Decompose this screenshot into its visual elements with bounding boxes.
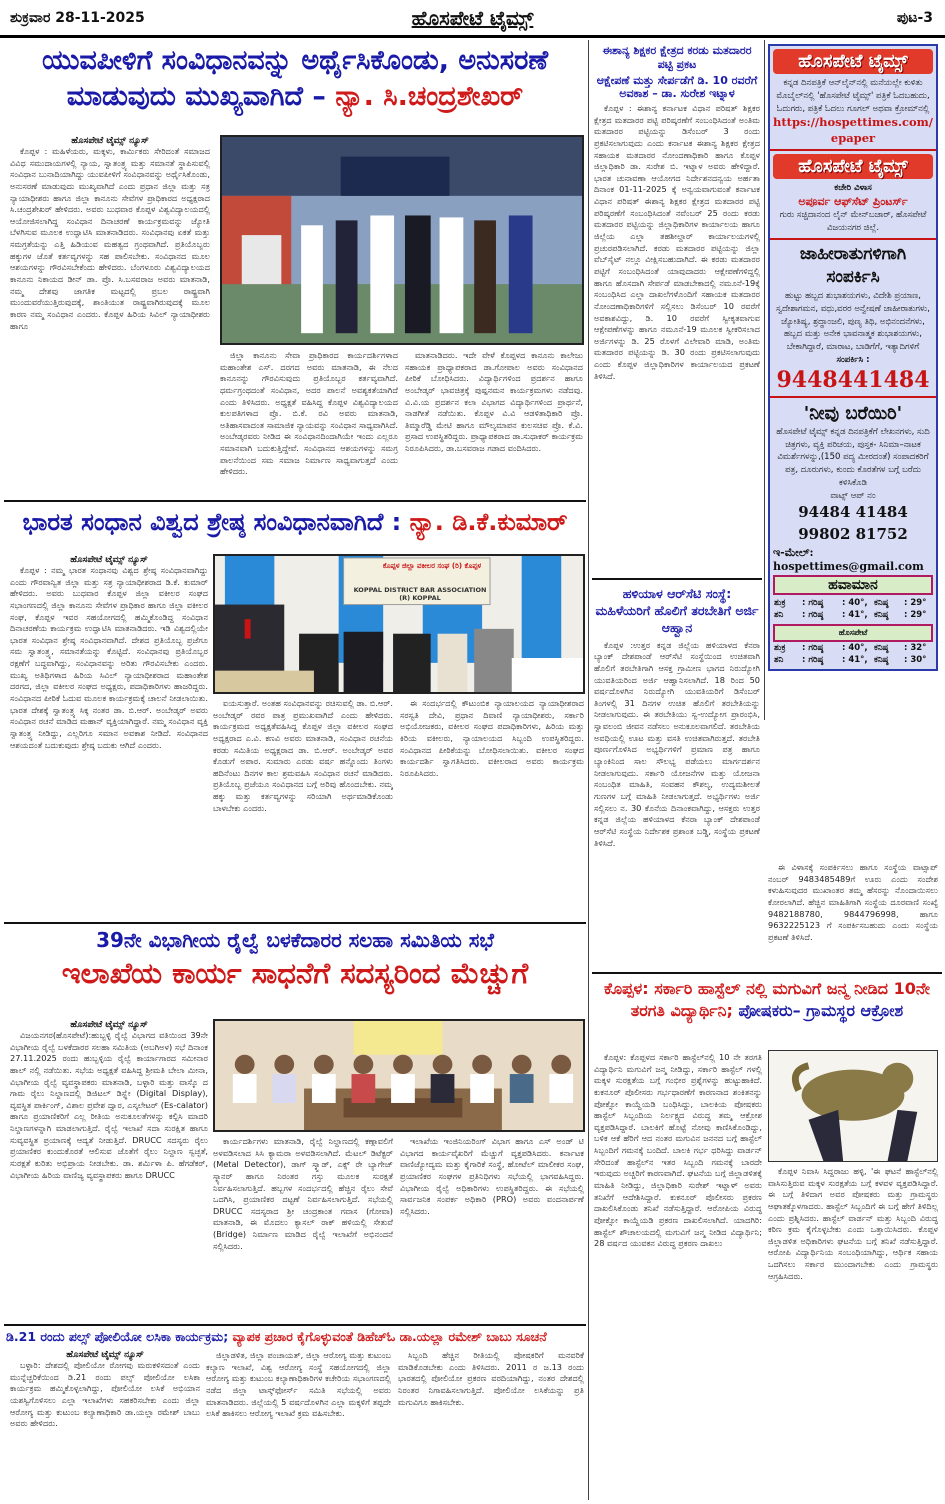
article-body [10, 1030, 208, 1325]
newspaper-title-text: ಹೊಸಪೇಟೆ ಟೈಮ್ಸ್ [411, 6, 534, 30]
whatsapp-number[interactable]: 94484 41484 [798, 503, 908, 522]
article2-col1-wrap [10, 555, 208, 920]
photo-railway-meeting [213, 1019, 585, 1132]
paragraph: ಈ ವಿಳಾಸಕ್ಕೆ ಸಂಪರ್ಕಿಸಲು ಹಾಗೂ ಸಂಸ್ಥೆಯ ವಾಟ್ಸಾಪ್ ನಂಬರ್ 9483485489ಗೆ ಊರು ಎಂದು ಸಂದೇಶ ಕಳುಹಿಸುವುದರ ಮುಖಾಂತರ ತಮ್ಮ ಹೆಸರನ್ನು ನೊಂದಾಯಿಸಲು ಕೋರಲಾಗಿದೆ. ಹೆಚ್ಚಿನ ಮಾಹಿತಿಗಾಗಿ ಸಂಸ್ಥೆಯ ದೂರವಾಣಿ ಸಂಖ್ಯೆ 9482188780, 9844796998, ಹಾಗೂ 9632225123 ಗೆ ಸಂಪರ್ಕಿಸಬಹುದು ಎಂದು ಸಂಸ್ಥೆಯ ಪ್ರಕಟಣೆ ತಿಳಿಸಿದೆ. [768, 862, 938, 942]
weather-row [770, 654, 936, 666]
byline: ಹೊಸಪೇಟೆ ಟೈಮ್ಸ್ ನ್ಯೂಸ್ [70, 1020, 148, 1030]
article-body [768, 1166, 938, 1500]
weather-heading: ಹವಾಮಾನ [773, 575, 933, 595]
paragraph: ಸಿಬ್ಬಂದಿ ಹೆಚ್ಚಿನ ರೀತಿಯಲ್ಲಿ ಪೋಷಕರಿಗೆ ಮನವರಿಕೆ ಮಾಡಿಕೊಡಬೇಕು ಎಂದು ತಿಳಿಸಿದರು. 2011 ರ ಜ.13 ರಂದು ಭಾರತದಲ್ಲಿ ಪೋಲಿಯೋ ಪ್ರಕರಣ ವರದಿಯಾಗಿದ್ದು, ನಂತರ ದೇಶದಲ್ಲಿ ನಿರಂತರ ನಿಗಾವಹಿಸಲಾಗುತ್ತಿದೆ. ಪೋಲಿಯೋ ಲಸಿಕೆಯನ್ನು ಪ್ರತಿ ಮಗುವಿಗೂ ಹಾಕಿಸಬೇಕು. [398, 1350, 584, 1407]
article-body [213, 698, 393, 910]
section-divider [4, 922, 586, 924]
section-divider [592, 972, 942, 974]
weather-max: : 41°, [842, 654, 868, 665]
weather-min-label: ಕನಿಷ್ಠ [874, 609, 889, 620]
article-body [10, 1360, 200, 1498]
paragraph: ಕೊಪ್ಪಳ : ನಮ್ಮ ಭಾರತ ಸಂಧಾನವು ವಿಶ್ವದ ಶ್ರೇಷ್ಠ ಸಂವಿಧಾನವಾಗಿದ್ದು ಎಂದು ಗೌರವಾನ್ವಿತ ಜಿಲ್ಲಾ ಮತ್ತು ಸತ್ರ ನ್ಯಾಯಾಧೀಶರಾದ ಡಿ.ಕೆ. ಕುಮಾರ್ ಹೇಳಿದರು. ಅವರು ಬುಧವಾರ ಕೊಪ್ಪಳ ಜಿಲ್ಲಾ ವಕೀಲರ ಸಂಘದ ಸಭಾಂಗಣದಲ್ಲಿ ಜಿಲ್ಲಾ ಕಾನೂನು ಸೇವೆಗಳ ಪ್ರಾಧಿಕಾರ ಹಾಗೂ ಜಿಲ್ಲಾ ವಕೀಲರ ಸಂಘ, ಕೊಪ್ಪಳ ಇವರ ಸಹಯೋಗದಲ್ಲಿ ಹಮ್ಮಿಕೊಂಡಿದ್ದ ಸಂವಿಧಾನ ದಿನಾಚರಣೆಯ ಕಾರ್ಯಕ್ರಮ ಉದ್ಘಾಟಿಸಿ ಮಾತನಾಡಿದರು. ಇಡಿ ವಿಶ್ವದಲ್ಲಿಯೇ ಭಾರತ ಸಂವಿಧಾನ ಶ್ರೇಷ್ಠ ಸಂವಿಧಾನವಾಗಿದೆ. ದೇಶದ ಪ್ರತಿಯೊಬ್ಬ ಪ್ರಜೆಗೂ ಸಮ ಸ್ವಾತಂತ್ರ್ಯ, ಸಮಾನತೆಯನ್ನು ಕೊಟ್ಟಿದೆ. ಸಂವಿಧಾನವು ಪ್ರತಿಯೊಬ್ಬರ ರಕ್ಷಣೆಗೆ ಬದ್ಧವಾಗಿದ್ದು, ಸಂವಿಧಾನವನ್ನು ಅರಿತು ಗೌರವಿಸಬೇಕು ಎಂದರು. ಮುಖ್ಯ ಅತಿಥಿಗಳಾದ ಹಿರಿಯ ಸಿವಿಲ್ ನ್ಯಾಯಾಧೀಶರಾದ ಮಹಾಂತೇಶ ದರಗದ, ಜಿಲ್ಲಾ ವಕೀಲರ ಸಂಘದ ಅಧ್ಯಕ್ಷರು, ಪದಾಧಿಕಾರಿಗಳು ಹಾಜರಿದ್ದರು. ಸಂವಿಧಾನದ ಪೀಠಿಕೆ ಓದುವ ಮೂಲಕ ಕಾರ್ಯಕ್ರಮಕ್ಕೆ ಚಾಲನೆ ನೀಡಲಾಯಿತು. ಭಾರತ ದೇಶಕ್ಕೆ ಸ್ವಾತಂತ್ರ್ಯ ಸಿಕ್ಕ ನಂತರ ಡಾ. ಬಿ.ಆರ್. ಅಂಬೇಡ್ಕರ್ ಅವರು ಸಂವಿಧಾನ ರಚನೆ ಮಾಡಿದ ಮಹಾನ್ ವ್ಯಕ್ತಿಯಾಗಿದ್ದಾರೆ. ನಮ್ಮ ಸಂವಿಧಾನ ವ್ಯಕ್ತಿ ಸ್ವಾತಂತ್ರ್ಯ ನೀಡಿದ್ದು, ಎಲ್ಲರಿಗೂ ಸಮಾನ ಅವಕಾಶ ನೀಡಿದೆ. ಸಂವಿಧಾನದ ಆಶಯದಂತೆ ಬದುಕುವುದು ಶ್ರೇಷ್ಠ ಬದುಕು ಆಗಿದೆ ಎಂದರು. [10, 565, 208, 750]
paragraph: ಜಿಲ್ಲಾ ಕಾನೂನು ಸೇವಾ ಪ್ರಾಧಿಕಾರದ ಕಾರ್ಯದರ್ಶಿಗಳಾದ ಮಹಾಂತೇಶ ಎಸ್. ದರಗದ ಅವರು ಮಾತನಾಡಿ, ಈ ನೆಲದ ಕಾನೂನನ್ನು ಗೌರವಿಸುವುದು ಪ್ರತಿಯೊಬ್ಬರ ಕರ್ತವ್ಯವಾಗಿದೆ. ಧರ್ಮಗ್ರಂಥದಂತೆ ಸಂವಿಧಾನ, ಅದರ ಪಾಲನೆ ಅವಶ್ಯಕತೆಯಾಗಿದೆ ಎಂದು ತಿಳಿಸಿದರು. ಅಧ್ಯಕ್ಷತೆ ವಹಿಸಿದ್ದ ಕೊಪ್ಪಳ ವಿಶ್ವವಿದ್ಯಾಲಯದ ಕುಲಪತಿಗಳಾದ ಪ್ರೊ. ಬಿ.ಕೆ. ರವಿ ಅವರು ಮಾತನಾಡಿ, ಅತಿಹಾಸವಾದಂತ ಸಾಮಾಜಿಕ ನ್ಯಾಯವನ್ನು ಸಂವಿಧಾನ ಸಾಧ್ಯವಾಗಿಸಿದೆ. ಅಂಬೇಡ್ಕರವರು ನೀಡಿದ ಈ ಸಂವಿಧಾನದಿಂದಾಗಿಯೇ ಇಂದು ಎಲ್ಲರೂ ಸಮಾನವಾಗಿ ಬದುಕುತ್ತಿದ್ದೇವೆ. ಸಂವಿಧಾನದ ಆಶಯಗಳನ್ನು ಸಮಗ್ರ ಪಾಲನೆಯಿಂದ ಸಮ ಸಮಾಜ ನಿರ್ಮಾಣ ಸಾಧ್ಯವಾಗುತ್ತದೆ ಎಂದು ಹೇಳಿದರು. [220, 350, 398, 477]
ads-heading: ಜಾಹೀರಾತುಗಳಿಗಾಗಿ [799, 243, 907, 264]
paragraph: ಜಿಲ್ಲಾಡಳಿತ, ಜಿಲ್ಲಾ ಪಂಚಾಯತ್, ಜಿಲ್ಲಾ ಆರೋಗ್ಯ ಮತ್ತು ಕುಟುಂಬ ಕಲ್ಯಾಣ ಇಲಾಖೆ, ವಿಶ್ವ ಆರೋಗ್ಯ ಸಂಸ್ಥೆ ಸಹಯೋಗದಲ್ಲಿ ಜಿಲ್ಲಾ ಆರೋಗ್ಯ ಮತ್ತು ಕುಟುಂಬ ಕಲ್ಯಾಣಾಧಿಕಾರಿಗಳ ಕಚೇರಿಯ ಸಭಾಂಗಣದಲ್ಲಿ ನಡೆದ ಜಿಲ್ಲಾ ಟಾಸ್ಕ್‌ಫೋರ್ಸ್ ಸಮಿತಿ ಸಭೆಯಲ್ಲಿ ಅವರು ಮಾತನಾಡಿದರು. ಜಿಲ್ಲೆಯಲ್ಲಿ 5 ವರ್ಷದೊಳಗಿನ ಎಲ್ಲಾ ಮಕ್ಕಳಿಗೆ ತಪ್ಪದೇ ಲಸಿಕೆ ಹಾಕಿಸಲು ಆರೋಗ್ಯ ಇಲಾಖೆ ಕ್ರಮ ವಹಿಸಬೇಕು. [206, 1350, 391, 1419]
article-voter-list [594, 44, 760, 573]
weather-max: : 41°, [842, 609, 868, 620]
write-text: ಹೊಸಪೇಟೆ ಟೈಮ್ಸ್ ಕನ್ನಡ ದಿನಪತ್ರಿಕೆಗೆ ಲೇಖನಗಳು, ಸುದಿ ಚಿತ್ರಗಳು, ವ್ಯಕ್ತಿ ಪರಿಚಯ, ಪುಸ್ತಕ- ಸಿನಿಮಾ–ನಾಟಕ ವಿಮರ್ಶೆಗಳನ್ನು,(150 ಪದ್ಯ ಮೀರದಂತೆ) ಸಂಪಾದಕರಿಗೆ ಪತ್ರ, ದೂರುಗಳು, ಕುಂದು ಕೊರತೆಗಳ ಬಗ್ಗೆ ಬರೆದು ಕಳಿಸಿಕೊಡಿ [776, 426, 930, 488]
paragraph: ವಿಜಯನಗರ(ಹೊಸಪೇಟೆ):ಹುಬ್ಬಳ್ಳಿ ರೈಲ್ವೆ ವಿಭಾಗದ ವತಿಯಿಂದ 39ನೇ ವಿಭಾಗೀಯ ರೈಲ್ವೆ ಬಳಕೆದಾರರ ಸಲಹಾ ಸಮಿತಿಯ (ಅಬಗಿಅಳ) ಸಭೆ ದಿನಾಂಕ 27.11.2025 ರಂದು ಹುಬ್ಬಳ್ಳಿಯ ರೈಲ್ವೆ ಕಾರ್ಯಾಗಾರದ ಸಮೀನಾರ ಹಾಲ್ ನಲ್ಲಿ ನಡೆಯಿತು. ಸಭೆಯ ಅಧ್ಯಕ್ಷತೆ ವಹಿಸಿದ್ದ ಶ್ರೀಮತಿ ಬೇಲಾ ಮೀನಾ, ವಿಭಾಗೀಯ ರೈಲ್ವೆ ವ್ಯವಸ್ಥಾಪಕರು ಮಾತನಾಡಿ, ಬಳ್ಳಾರಿ ಮತ್ತು ವಾಸ್ಕೊ ದ ಗಾಮ ರೈಲು ನಿಲ್ದಾಣದಲ್ಲಿ ಡಿಜಿಟಲ್ ಡಿಸ್ಪ್ಲೇ (Digital Display), ವ್ಯವಸ್ಥಿತ ಪಾರ್ಕಿಂಗ್, ವಿಶಾಲ ಪ್ರವೇಶ ದ್ವಾರ, ಎಸ್ಕಲೇಟರ್ (Es-calator) ಹಾಗೂ ಪ್ರಯಾಣಿಕರಿಗೆ ಎಲ್ಲ ರೀತಿಯ ಅನುಕೂಲತೆಗಳನ್ನು ಕಲ್ಪಿಸಿ ಮಾದರಿ ನಿಲ್ದಾಣಗಳನ್ನಾಗಿ ಮಾಡಲಾಗುತ್ತಿದೆ. ರೈಲ್ವೆ ಇಲಾಖೆ ಸದಾ ಸುರಕ್ಷಿತ ಹಾಗೂ ಸುವ್ಯವಸ್ಥಿತ ಪ್ರಯಾಣಕ್ಕೆ ಆದ್ಯತೆ ನೀಡುತ್ತಿದೆ. DRUCC ಸದಸ್ಯರು ರೈಲು ಪ್ರಯಾಣಿಕರ ಕುಂದುಕೊರತೆ ಆಲಿಸುವ ಜೊತೆಗೆ ರೈಲು ನಿಲ್ದಾಣ ಸ್ವಚ್ಛತೆ, ಸುರಕ್ಷತೆ ಕುರಿತು ಅಭಿಪ್ರಾಯ ನೀಡಬೇಕು. ಡಾ. ಶರ್ಮಿಳಾ ಪಿ. ಹೆಗಡೆಕರ್, ವಿಭಾಗೀಯ ಹಿರಿಯ ವಾಣಿಜ್ಯ ವ್ಯವಸ್ಥಾಪಕರು ಹಾಗೂ DRUCC [10, 1030, 208, 1180]
article4-col1-wrap [10, 1350, 200, 1498]
article-body [400, 698, 584, 910]
illustration-newborn [768, 1050, 938, 1162]
epaper-url-line1[interactable]: https://hospettimes.com/ [772, 115, 933, 130]
article1-col1-wrap [10, 136, 210, 501]
column-divider [764, 40, 765, 720]
article-body [10, 146, 210, 501]
weather-min: : 30° [904, 654, 927, 665]
weather-day: ಶನಿ [774, 609, 784, 620]
headline-part-red: ವ್ಯಾಪಕ ಪ್ರಚಾರ ಕೈಗೊಳ್ಳುವಂತೆ ಡಿಹೆಚ್‌ಓ ಡಾ.ಯಲ್ಲಾ ರಮೇಶ್ ಬಾಬು ಸೂಚನೆ [232, 1329, 547, 1344]
byline: ಹೊಸಪೇಟೆ ಟೈಮ್ಸ್ ನ್ಯೂಸ್ [70, 555, 148, 565]
article-headline [6, 507, 584, 537]
paragraph: ಕೊಪ್ಪಳ: ಕೊಪ್ಪಳದ ಸರ್ಕಾರಿ ಹಾಸ್ಟೆಲ್‌ನಲ್ಲಿ 10 ನೇ ತರಗತಿ ವಿದ್ಯಾರ್ಥಿನಿ ಮಗುವಿಗೆ ಜನ್ಮ ನೀಡಿದ್ದು, ಸರ್ಕಾರಿ ಹಾಸ್ಟೆಲ್ ಗಳಲ್ಲಿ ಮಕ್ಕಳ ಸುರಕ್ಷತೆಯ ಬಗ್ಗೆ ಗಂಭೀರ ಪ್ರಶ್ನೆಗಳನ್ನು ಹುಟ್ಟುಹಾಕಿದೆ. ಕುಕನೂರ್ ಪೊಲೀಸರು ಗರ್ಭಧಾರಣೆಗೆ ಕಾರಣನಾದ ಶಂಕಿತನನ್ನು ಪೋಕ್ಸೋ ಕಾಯ್ದೆಯಡಿ ಬಂಧಿಸಿದ್ದು, ಬಾಲಕಿಯ ಪೋಷಕರು ಹಾಸ್ಟೆಲ್ ಸಿಬ್ಬಂದಿಯ ನಿರ್ಲಕ್ಷ್ಯದ ವಿರುದ್ಧ ತಮ್ಮ ಆಕ್ರೋಶ ವ್ಯಕ್ತಪಡಿಸಿದ್ದಾರೆ. ಬಾಲಕಿಗೆ ಹೊಟ್ಟೆ ನೋವು ಕಾಣಿಸಿಕೊಂಡಿದ್ದು, ಬಳಿಕ ಆಕೆ ಹೆರಿಗೆ ಆದ ನಂತರ ಮಗುವಿನ ಜನನದ ಬಗ್ಗೆ ಹಾಸ್ಟೆಲ್ ಸಿಬ್ಬಂದಿಗೆ ಗಮನಕ್ಕೆ ಬಂದಿದೆ. ಬಾಲಕಿ ಗರ್ಭ ಧರಿಸಿದ್ದು ವಾರ್ಡನ್ ಸೇರಿದಂತೆ ಹಾಸ್ಟೆಲ್‌ನ ಇತರ ಸಿಬ್ಬಂದಿ ಗಮನಕ್ಕೆ ಬಾರದೇ ಇರುವುದು ಅಚ್ಚರಿಗೆ ಕಾರಣವಾಗಿದೆ. ಘಟನೆಯ ಬಗ್ಗೆ ಜಿಲ್ಲಾಡಳಿತಕ್ಕೆ ಮಾಹಿತಿ ನೀಡಿದ್ದು, ಜಿಲ್ಲಾಧಿಕಾರಿ ಸುರೇಶ್ ಇಟ್ನಾಳ್ ಅವರು ತನಿಖೆಗೆ ಆದೇಶಿಸಿದ್ದಾರೆ. ಕುಕನೂರ್ ಪೊಲೀಸರು ಪ್ರಕರಣ ದಾಖಲಿಸಿಕೊಂಡು ತನಿಖೆ ನಡೆಸುತ್ತಿದ್ದಾರೆ. ಆರೋಪಿಯ ವಿರುದ್ಧ ಪೋಕ್ಸೋ ಕಾಯ್ದೆಯಡಿ ಪ್ರಕರಣ ದಾಖಲಿಸಲಾಗಿದೆ. ಯಾದಗಿರಿ: ಹಾಸ್ಟೆಲ್ ಶೌಚಾಲಯದಲ್ಲಿ ಮಗುವಿಗೆ ಜನ್ಮ ನೀಡಿದ ವಿದ್ಯಾರ್ಥಿನಿ; 28 ವರ್ಷದ ಯುವಕನ ವಿರುದ್ಧ ಪ್ರಕರಣ ದಾಖಲು [594, 1052, 762, 1249]
weather-day: ಶುಕ್ರ [774, 597, 786, 608]
paragraph: ಇಲಾಖೆಯ ಇಂಜಿನಿಯರಿಂಗ್ ವಿಭಾಗ ಹಾಗೂ ಎಸ್ ಅಂಡ್ ಟಿ ವಿಭಾಗದ ಕಾರ್ಯವೈಖರಿಗೆ ಮೆಚ್ಚುಗೆ ವ್ಯಕ್ತಪಡಿಸಿದರು. ಕರ್ನಾಟಕ ವಾಣಿಜ್ಯೋದ್ಯಮ ಮತ್ತು ಕೈಗಾರಿಕೆ ಸಂಸ್ಥೆ, ಹೋಟೆಲ್ ಮಾಲೀಕರ ಸಂಘ, ಪ್ರಯಾಣಿಕರ ಸಂಘಗಳ ಪ್ರತಿನಿಧಿಗಳು ಸಭೆಯಲ್ಲಿ ಭಾಗವಹಿಸಿದ್ದರು. ವಿಭಾಗೀಯ ರೈಲ್ವೆ ಅಧಿಕಾರಿಗಳು ಉಪಸ್ಥಿತರಿದ್ದರು. ಈ ಸಭೆಯಲ್ಲಿ ಸಾರ್ವಜನಿಕ ಸಂಪರ್ಕ ಅಧಿಕಾರಿ (PRO) ಅವರು ವಂದನಾರ್ಪಣೆ ಸಲ್ಲಿಸಿದರು. [400, 1136, 584, 1216]
office-label: ಕಚೇರಿ ವಿಳಾಸ [834, 183, 872, 194]
article-body [10, 565, 208, 920]
separator [770, 238, 936, 240]
weather-table [770, 597, 936, 621]
epaper-url-line2[interactable]: epaper [830, 130, 876, 145]
article-body [213, 1136, 393, 1318]
separator [770, 149, 936, 151]
weather-min-label: ಕನಿಷ್ಠ [874, 654, 889, 665]
ads-heading-contact: ಸಂಪರ್ಕಿಸಿ [826, 267, 880, 288]
epaper-link[interactable] [770, 115, 936, 146]
headline-name: ನ್ಯಾ. ಸಿ.ಚಂದ್ರಶೇಖರ್ [335, 80, 524, 112]
article-headline: ಈಶಾನ್ಯ ಶಿಕ್ಷಕರ ಕ್ಷೇತ್ರದ ಕರಡು ಮತದಾರರ ಪಟ್ಟಿ ಪ್ರಕಟ [602, 44, 752, 71]
photo-lamp-lighting [220, 135, 584, 345]
photo-banner-english: KOPPAL DISTRICT BAR ASSOCIATION (R) KOPPAL [353, 586, 487, 602]
brand-logo: ಹೊಸಪೇಟೆ ಟೈಮ್ಸ್ [773, 49, 933, 74]
article-body [594, 1052, 762, 1500]
article-body [400, 1136, 584, 1318]
weather-day: ಶನಿ [774, 654, 784, 665]
paragraph: ಕೊಪ್ಪಳ ನಿವಾಸಿ ಸಿದ್ದರಾಜು ಹಳ್ಳಿ, 'ಈ ಘಟನೆ ಹಾಸ್ಟೆಲ್‌ನಲ್ಲಿ ವಾಸಿಸುತ್ತಿರುವ ಮಕ್ಕಳ ಸುರಕ್ಷತೆಯ ಬಗ್ಗೆ ಕಳವಳ ವ್ಯಕ್ತಪಡಿಸಿದ್ದಾರೆ. ಈ ಬಗ್ಗೆ ತಿಳಿದಾಗ ಅವರ ಪೋಷಕರು ಮತ್ತು ಗ್ರಾಮಸ್ಥರು ಆಘಾತಕ್ಕೊಳಗಾದರು. ಹಾಸ್ಟೆಲ್ ಸಿಬ್ಬಂದಿಗೆ ಈ ಬಗ್ಗೆ ಹೇಗೆ ತಿಳಿದಿಲ್ಲ ಎಂದು ಪ್ರಶ್ನಿಸಿದರು. ಹಾಸ್ಟೆಲ್ ವಾರ್ಡನ್ ಮತ್ತು ಸಿಬ್ಬಂದಿ ವಿರುದ್ಧ ಕಠಿಣ ಕ್ರಮ ಕೈಗೊಳ್ಳಬೇಕು ಎಂದು ಒತ್ತಾಯಿಸಿದರು. ಕೊಪ್ಪಳ ಜಿಲ್ಲಾಡಳಿತ ಅಧಿಕಾರಿಗಳು ಘಟನೆಯ ಬಗ್ಗೆ ತನಿಖೆ ನಡೆಸುತ್ತಿದ್ದಾರೆ. ಆರೋಪಿ ವಿದ್ಯಾರ್ಥಿನಿಯ ಸಂಬಂಧಿಯಾಗಿದ್ದು, ಆರ್ಥಿಕ ಸಹಾಯ ಒದಗಿಸಲು ಸರ್ಕಾರ ಮುಂದಾಗಬೇಕು ಎಂದು ಗ್ರಾಮಸ್ಥರು ಆಗ್ರಹಿಸಿದರು. [768, 1166, 938, 1281]
whatsapp-number[interactable]: 99802 81752 [798, 525, 908, 544]
article-body [398, 1350, 584, 1500]
weather-row [770, 642, 936, 654]
weather-city: ಹೊಸಪೇಟೆ [773, 624, 933, 642]
article-headline: ಇಲಾಖೆಯ ಕಾರ್ಯ ಸಾಧನೆಗೆ ಸದಸ್ಯರಿಂದ ಮೆಚ್ಚುಗೆ [61, 956, 529, 990]
headline-part: ಮಾಡುವುದು ಮುಖ್ಯವಾಗಿದೆ – [66, 80, 336, 112]
article-subheadline: ಆಕ್ಷೇಪಣೆ ಮತ್ತು ಸೇರ್ಪಡೆಗೆ ಡಿ. 10 ರವರೆಗೆ ಅವಕಾಶ – ಡಾ. ಸುರೇಶ ಇಟ್ನಾಳ [596, 73, 758, 101]
weather-day: ಶುಕ್ರ [774, 642, 786, 653]
photo-bar-association [213, 554, 585, 694]
weather-max: : 40°, [842, 597, 868, 608]
headline-part: ಭಾರತ ಸಂಧಾನ ವಿಶ್ವದ ಶ್ರೇಷ್ಠ ಸಂವಿಧಾನವಾಗಿದೆ : [22, 508, 410, 536]
headline-part: ಕೊಪ್ಪಳ: ಸರ್ಕಾರಿ ಹಾಸ್ಟೆಲ್ ನಲ್ಲಿ ಮಗುವಿಗೆ ಜನ್ಮ ನೀಡಿದ 10ನೇ ತರಗತಿ ವಿದ್ಯಾರ್ಥಿನಿ; [604, 979, 930, 1020]
promo-sidebar [768, 44, 938, 671]
write-heading: 'ನೀವು ಬರೆಯಿರಿ' [803, 402, 903, 424]
masthead [0, 0, 945, 38]
paragraph: ಕೊಪ್ಪಳ : ಮಹಿಳೆಯರು, ಮಕ್ಕಳು, ಕಾರ್ಮಿಕರು ಸೇರಿದಂತೆ ಸಮಾಜದ ವಿವಿಧ ಸಮುದಾಯಗಳಲ್ಲಿ ನ್ಯಾಯ, ಸ್ವಾತಂತ್ರ್ಯ ಮತ್ತು ಸಮಾನತೆ ಸ್ಥಾಪಿಸುವಲ್ಲಿ ಸಂವಿಧಾನ ಬುನಾದಿಯಾಗಿದ್ದು ಯುವಪೀಳಿಗೆ ಸಂವಿಧಾನವನ್ನು ಅರ್ಥೈಸಿಕೊಂಡು, ಅನುಸರಣೆ ಮಾಡುವುದು ಮುಖ್ಯವಾಗಿದೆ ಎಂದು ಪ್ರಧಾನ ಜಿಲ್ಲಾ ಮತ್ತು ಸತ್ರ ನ್ಯಾಯಾಧೀಶರು ಹಾಗೂ ಜಿಲ್ಲಾ ಕಾನೂನು ಸೇವೆಗಳ ಪ್ರಾಧಿಕಾರದ ಅಧ್ಯಕ್ಷರಾದ ಸಿ.ಚಂದ್ರಶೇಖರ್ ಹೇಳಿದರು. ಅವರು ಬುಧವಾರ ಕೊಪ್ಪಳ ವಿಶ್ವವಿದ್ಯಾಲಯದಲ್ಲಿ ಆಯೋಜಿಸಲಾಗಿದ್ದ ಸಂವಿಧಾನ ದಿನಾಚರಣೆ ಕಾರ್ಯಕ್ರಮವನ್ನು ಜ್ಯೋತಿ ಬೆಳಗಿಸುವ ಮೂಲಕ ಉದ್ಘಾಟಿಸಿ ಮಾತನಾಡಿದರು. ಸಂವಿಧಾನವು ಏಕತೆ ಮತ್ತು ಸಮಗ್ರತೆಯನ್ನು ಎತ್ತಿ ಹಿಡಿಯುವ ಮಹತ್ವದ ಗ್ರಂಥವಾಗಿದೆ. ಪ್ರತಿಯೊಬ್ಬರು ಹಕ್ಕುಗಳ ಜೊತೆ ಕರ್ತವ್ಯಗಳನ್ನು ಸಹ ಪಾಲಿಸಬೇಕು. ಸಂವಿಧಾನದ ಮೂಲ ಆಶಯಗಳನ್ನು ಗೌರವಿಸಬೇಕೆಂದು ಹೇಳಿದರು. ಬೆಂಗಳೂರು ವಿಶ್ವವಿದ್ಯಾಲಯದ ಕಾನೂನು ನಿಕಾಯದ ಡೀನ್ ಡಾ. ಪ್ರೊ. ಸಿ.ಬಸವರಾಜ ಅವರು ಮಾತನಾಡಿ, ನಮ್ಮ ದೇಶವು ಜಾಗತಿಕ ಮಟ್ಟದಲ್ಲಿ ಪ್ರಬಲ ರಾಷ್ಟ್ರವಾಗಿ ಮುಂದುವರೆಯುತ್ತಿರುವುದಕ್ಕೆ, ಶಾಂತಿಯುತ ರಾಷ್ಟ್ರವಾಗಿರುವುದಕ್ಕೆ ಮೂಲ ಕಾರಣ ನಮ್ಮ ಸಂವಿಧಾನ ಎಂದರು. ಕೊಪ್ಪಳ ಹಿರಿಯ ಸಿವಿಲ್ ನ್ಯಾಯಾಧೀಶರು ಹಾಗೂ [10, 146, 210, 331]
newspaper-title [0, 6, 945, 30]
paragraph: ಕೊಪ್ಪಳ : ಈಶಾನ್ಯ ಕರ್ನಾಟಕ ವಿಧಾನ ಪರಿಷತ್ ಶಿಕ್ಷಕರ ಕ್ಷೇತ್ರದ ಮತದಾರರ ಪಟ್ಟಿ ಪರಿಷ್ಕರಣೆಗೆ ಸಂಬಂಧಿಸಿದಂತೆ ಅಂತಿಮ ಮತದಾರರ ಪಟ್ಟಿಯನ್ನು ಡಿಸೆಂಬರ್ 3 ರಂದು ಪ್ರಕಟಿಸಲಾಗುವುದು ಎಂದು ಕರ್ನಾಟಕ ಈಶಾನ್ಯ ಶಿಕ್ಷಕರ ಕ್ಷೇತ್ರದ ಸಹಾಯಕ ಮತದಾರರ ನೋಂದಣಾಧಿಕಾರಿ ಹಾಗೂ ಕೊಪ್ಪಳ ಜಿಲ್ಲಾಧಿಕಾರಿ ಡಾ. ಸುರೇಶ ಬಿ. ಇಟ್ನಾಳ ಅವರು ಹೇಳಿದ್ದಾರೆ. ಭಾರತ ಚುನಾವಣಾ ಆಯೋಗದ ನಿರ್ದೇಶನದನ್ವಯ ಅರ್ಹತಾ ದಿನಾಂಕ 01-11-2025 ಕ್ಕೆ ಅನ್ವಯವಾಗುವಂತೆ ಕರ್ನಾಟಕ ವಿಧಾನ ಪರಿಷತ್ ಈಶಾನ್ಯ ಶಿಕ್ಷಕರ ಕ್ಷೇತ್ರದ ಮತದಾರರ ಪಟ್ಟಿ ಪರಿಷ್ಕರಣೆಗೆ ಸಂಬಂಧಿಸಿದಂತೆ ನವೆಂಬರ್ 25 ರಂದು ಕರಡು ಮತದಾರರ ಪಟ್ಟಿಯನ್ನು ಜಿಲ್ಲಾಧಿಕಾರಿಗಳ ಕಾರ್ಯಾಲಯ ಹಾಗೂ ಜಿಲ್ಲೆಯ ಎಲ್ಲಾ ತಹಶೀಲ್ದಾರ್ ಕಾರ್ಯಾಲಯಗಳಲ್ಲಿ ಪ್ರಚುರಪಡಿಸಲಾಗಿದೆ. ಕರಡು ಮತದಾರರ ಪಟ್ಟಿಯನ್ನು ಜಿಲ್ಲಾ ವೆಬ್‌ಸೈಟ್ ನಲ್ಲೂ ವೀಕ್ಷಿಸಬಹುದಾಗಿದೆ. ಈ ಕರಡು ಮತದಾರರ ಪಟ್ಟಿಗೆ ಸಂಬಂಧಿಸಿದಂತೆ ಯಾವುದಾದರು ಆಕ್ಷೇಪಣೆಗಳಿದ್ದಲ್ಲಿ ಹಾಗೂ ಹೊಸದಾಗಿ ಸೇರ್ಪಡೆ ಮಾಡಬೇಕಾದಲ್ಲಿ ನಮೂನೆ-19ಕ್ಕೆ ಸಂಬಂಧಿಸಿದ ಎಲ್ಲಾ ದಾಖಲೆಗಳೊಂದಿಗೆ ಸಹಾಯಕ ಮತದಾರರ ನೋಂದಣಾಧಿಕಾರಿಗಳಿಗೆ ಸಲ್ಲಿಸಲು ಡಿಸೆಂಬರ್ 10 ರವರೆಗೆ ಅವಕಾಶವಿದ್ದು, ಡಿ. 10 ರವರೆಗೆ ಸ್ವೀಕೃತವಾಗುವ ಆಕ್ಷೇಪಣೆಗಳನ್ನು ಹಾಗೂ ನಮೂನೆ-19 ಮೂಲಕ ಸ್ವೀಕರಿಸಲಾದ ಅರ್ಜಿಗಳನ್ನು ಡಿ. 25 ರೊಳಗೆ ವಿಲೇವಾರಿ ಮಾಡಿ, ಅಂತಿಮ ಮತದಾರರ ಪಟ್ಟಿಯನ್ನು ಡಿ. 30 ರಂದು ಪ್ರಕಟಿಸಲಾಗುವುದು ಎಂದು ಕೊಪ್ಪಳ ಜಿಲ್ಲಾಧಿಕಾರಿಗಳ ಕಾರ್ಯಾಲಯದ ಪ್ರಕಟಣೆ ತಿಳಿಸಿದೆ. [594, 103, 760, 381]
weather-table-city [770, 642, 936, 669]
section-divider [592, 578, 762, 580]
section-divider [4, 1324, 586, 1326]
page-number: ಪುಟ-3 [896, 10, 933, 26]
weather-min: : 29° [904, 597, 927, 608]
weather-row [770, 597, 936, 609]
weather-min-label: ಕನಿಷ್ಠ [874, 642, 889, 653]
weather-max: : 40°, [842, 642, 868, 653]
headline-name: ನ್ಯಾ. ಡಿ.ಕೆ.ಕುಮಾರ್ [409, 508, 568, 536]
article-headline: ಹಳಿಯಾಳ ಆರ್‌ಸೆಟಿ ಸಂಸ್ಥೆ: ಮಹಿಳೆಯರಿಗೆ ಹೊಲಿಗೆ ತರಬೇತಿಗೆ ಅರ್ಜಿ ಆಹ್ವಾನ [595, 586, 759, 635]
paragraph: ಬಳ್ಳಾರಿ: ದೇಶದಲ್ಲಿ ಪೋಲಿಯೋ ರೋಗವು ಮರುಕಳಿಸದಂತೆ ಎಂದು ಮುನ್ನೆಚ್ಚರಿಕೆಯಿಂದ ಡಿ.21 ರಂದು ಪಲ್ಸ್ ಪೋಲಿಯೋ ಲಸಿಕಾ ಕಾರ್ಯಕ್ರಮ ಹಮ್ಮಿಕೊಳ್ಳಲಾಗಿದ್ದು, ಪೋಲಿಯೋ ಲಸಿಕೆ ಅಭಿಯಾನ ಯಶಸ್ವಿಗೊಳಿಸಲು ಎಲ್ಲಾ ಇಲಾಖೆಗಳು ಸಹಕರಿಸಬೇಕು ಎಂದು ಜಿಲ್ಲಾ ಆರೋಗ್ಯ ಮತ್ತು ಕುಟುಂಬ ಕಲ್ಯಾಣಾಧಿಕಾರಿ ಡಾ.ಯಲ್ಲಾ ರಮೇಶ್ ಬಾಬು ಅವರು ಹೇಳಿದರು. [10, 1360, 200, 1429]
office-address: ಗುರು ಸಚ್ಚಿದಾನಂದ ಲೈನ್ ಮೇನ್‌ಬಜಾರ್, ಹೊಸಪೇಟೆ ವಿಜಯನಗರ ಜಿಲ್ಲೆ. [779, 210, 927, 233]
brand-logo: ಹೊಸಪೇಟೆ ಟೈಮ್ಸ್ [773, 154, 933, 179]
weather-min-label: ಕನಿಷ್ಠ [874, 597, 889, 608]
column-divider [588, 40, 589, 1500]
article-headline-line2 [6, 80, 584, 114]
separator [770, 396, 936, 398]
photo-image [215, 1021, 583, 1130]
epaper-text: ಕನ್ನಡ ದಿನಪತ್ರಿಕೆ ಆನ್‌ಲೈನ್‌ನಲ್ಲಿ ಮನೆಯಲ್ಲೇ ಕುಳಿತು ಮೊಬೈಲ್‌ನಲ್ಲಿ 'ಹೊಸಪೇಟೆ ಟೈಮ್ಸ್' ಪತ್ರಿಕೆ ಓದಬಹುದು, ಓದುಗರು, ಪತ್ರಿಕೆ ಓದಲು ಗೂಗಲ್ ಅಥವಾ ಕ್ರೋಮ್‌ನಲ್ಲಿ [776, 78, 930, 114]
article-tailoring-training [594, 586, 760, 955]
ads-phone[interactable]: 9448441484 [776, 366, 930, 393]
ads-contact-label: ಸಂಪರ್ಕಿಸಿ : [836, 354, 870, 365]
issue-date: ಶುಕ್ರವಾರ 28-11-2025 [10, 10, 145, 26]
weather-max-label: : ಗರಿಷ್ಠ [802, 609, 824, 620]
article-headline [594, 978, 940, 1021]
article-body [206, 1350, 391, 1500]
paragraph: ಐಯಸುತ್ತಾರೆ. ಅಂತಹ ಸಂವಿಧಾನವನ್ನು ರಚಿಸುವಲ್ಲಿ ಡಾ. ಬಿ.ಆರ್. ಅಂಬೇಡ್ಕರ್ ರವರ ಪಾತ್ರ ಪ್ರಮುಖವಾಗಿದೆ ಎಂದು ಹೇಳಿದರು. ಕಾರ್ಯಕ್ರಮದ ಅಧ್ಯಕ್ಷತೆವಹಿಸಿದ್ದ ಕೊಪ್ಪಳ ಜಿಲ್ಲಾ ವಕೀಲರ ಸಂಘದ ಅಧ್ಯಕ್ಷರಾದ ಎ.ವಿ. ಕಣವಿ ಅವರು ಮಾತನಾಡಿ, ಸಂವಿಧಾನ ರಚನೆಯ ಕರಡು ಸಮಿತಿಯ ಅಧ್ಯಕ್ಷರಾದ ಡಾ. ಬಿ.ಆರ್. ಅಂಬೇಡ್ಕರ್ ಅವರ ಕೊಡುಗೆ ಅಪಾರ. ಸುಮಾರು ಎರಡು ವರ್ಷ ಹನ್ನೊಂದು ತಿಂಗಳು ಹದಿನೆಂಟು ದಿನಗಳ ಕಾಲ ಶ್ರಮವಹಿಸಿ ಸಂವಿಧಾನ ರಚನೆ ಮಾಡಿದರು. ಪ್ರತಿಯೊಬ್ಬ ಪ್ರಜೆಯೂ ಸಂವಿಧಾನದ ಬಗ್ಗೆ ಅರಿವು ಹೊಂದಬೇಕು. ನಮ್ಮ ಹಕ್ಕು ಮತ್ತು ಕರ್ತವ್ಯಗಳನ್ನು ಸರಿಯಾಗಿ ಅರ್ಥಮಾಡಿಕೊಂಡು ಬಾಳಬೇಕು ಎಂದರು. [213, 698, 393, 813]
paragraph: ಕಾರ್ಯದರ್ಶಿಗಳು ಮಾತನಾಡಿ, ರೈಲ್ವೆ ನಿಲ್ದಾಣದಲ್ಲಿ ಕಣ್ಗಾವಲಿಗೆ ಅಳವಡಿಸಲಾದ ಸಿಸಿ ಕ್ಯಾಮರಾ ಅಳವಡಿಸಲಾಗಿದೆ. ಮೆಟಲ್ ಡಿಟೆಕ್ಟರ್ (Metal Detector), ಡಾಗ್ ಸ್ಕ್ವಾಡ್, ಎಕ್ಸ್ ರೇ ಬ್ಯಾಗೇಜ್ ಸ್ಕ್ಯಾನರ್ ಹಾಗೂ ನಿರಂತರ ಗಸ್ತು ಮೂಲಕ ಸುರಕ್ಷತೆ ನಿರ್ವಹಿಸಲಾಗುತ್ತಿದೆ. ಹಬ್ಬಗಳ ಸಂದರ್ಭದಲ್ಲಿ ಹೆಚ್ಚಿನ ರೈಲು ಸೇವೆ ಒದಗಿಸಿ, ಪ್ರಯಾಣಿಕರ ದಟ್ಟಣೆ ನಿರ್ವಹಿಸಲಾಗುತ್ತಿದೆ. ಸಭೆಯಲ್ಲಿ DRUCC ಸದಸ್ಯರಾದ ಶ್ರೀ ಚಂದ್ರಕಾಂತ ಗವಾಸ (ಗೋವಾ) ಮಾತನಾಡಿ, ಈ ಮೊದಲು ಕ್ಯಾಸಲ್ ರಾಕ್ ಹಳಿಯಲ್ಲಿ ಸೇತುವೆ (Bridge) ನಿರ್ಮಾಣ ಮಾಡಿದ ರೈಲ್ವೆ ಇಲಾಖೆಗೆ ಅಭಿನಂದನೆ ಸಲ್ಲಿಸಿದರು. [213, 1136, 393, 1251]
paragraph: ಮಾತನಾಡಿದರು. ಇದೇ ವೇಳೆ ಕೊಪ್ಪಳದ ಕಾನೂನು ಕಾಲೇಜು ಸಹಾಯಕ ಪ್ರಾಧ್ಯಾಪಕರಾದ ಡಾ.ಗೋಪಾಲ ಅವರು ಸಂವಿಧಾನದ ಪೀಠಿಕೆ ಬೋಧಿಸಿದರು. ವಿದ್ಯಾರ್ಥಿಗಳಿಂದ ಪ್ರದರ್ಶನ ಹಾಗೂ ಅಂಬೇಡ್ಕರ್ ಭಾವಚಿತ್ರಕ್ಕೆ ಪುಷ್ಪನಮನ ಕಾರ್ಯಕ್ರಮಗಳು ನಡೆದವು. ವಿ.ವಿ.ಯ ಪ್ರದರ್ಶನ ಕಲಾ ವಿಭಾಗದ ವಿದ್ಯಾರ್ಥಿಗಳಿಂದ ಪ್ರಾರ್ಥನೆ, ನಾಡಗೀತೆ ನಡೆಯಿತು. ಕೊಪ್ಪಳ ವಿ.ವಿ ಆಡಳಿತಾಧಿಕಾರಿ ಪ್ರೊ. ತಿಮ್ಮಾರೆಡ್ಡಿ ಮೇಟಿ ಹಾಗೂ ಮೌಲ್ಯಮಾಪನ ಕುಲಸಚಿವ ಪ್ರೊ. ಕೆ.ವಿ. ಪ್ರಸಾದ ಉಪಸ್ಥಿತರಿದ್ದರು. ಪ್ರಾಧ್ಯಾಪಕರಾದ ಡಾ.ಸುಧಾಕರ್ ಕಾರ್ಯಕ್ರಮ ನಿರೂಪಿಸಿದರು, ಡಾ.ಬಸವರಾಜ ಗಡಾದ ವಂದಿಸಿದರು. [405, 350, 583, 454]
weather-row [770, 609, 936, 621]
article-headline: ಯುವಪೀಳಿಗೆ ಸಂವಿಧಾನವನ್ನು ಅರ್ಥೈಸಿಕೊಂಡು, ಅನುಸರಣೆ [41, 45, 549, 76]
article-body [405, 350, 583, 495]
weather-min: : 29° [904, 609, 927, 620]
weather-min: : 32° [904, 642, 927, 653]
weather-max-label: : ಗರಿಷ್ಠ [802, 597, 824, 608]
article-body [594, 103, 760, 573]
article-body [220, 350, 398, 495]
section-divider [4, 500, 586, 502]
photo-image [222, 137, 582, 343]
weather-max-label: : ಗರಿಷ್ಠ [802, 642, 824, 653]
photo-image [215, 556, 583, 692]
headline-part-blue: ಪೋಷಕರು– ಗ್ರಾಮಸ್ಥರ ಆಕ್ರೋಶ [738, 1000, 904, 1020]
article-constitution-youth [6, 44, 584, 114]
email-contact[interactable]: ಇ-ಮೇಲ್: hospettimes@gmail.com [773, 545, 924, 573]
printer-name: ಅಪೂರ್ವ ಆಫ್‌ಸೆಟ್ ಪ್ರಿಂಟರ್ಸ್ [798, 195, 908, 209]
weather-max-label: : ಗರಿಷ್ಠ [802, 654, 824, 665]
contact-note [768, 862, 938, 962]
whatsapp-label: ವಾಟ್ಸ್ ಆಪ್ ನಂ [830, 490, 876, 501]
article-body [594, 640, 760, 955]
byline: ಹೊಸಪೇಟೆ ಟೈಮ್ಸ್ ನ್ಯೂಸ್ [66, 1350, 144, 1360]
byline: ಹೊಸಪೇಟೆ ಟೈಮ್ಸ್ ನ್ಯೂಸ್ [71, 136, 149, 146]
article-kicker: 39ನೇ ವಿಭಾಗೀಯ ರೈಲ್ವೆ ಬಳಕೆದಾರರ ಸಲಹಾ ಸಮಿತಿಯ ಸಭೆ [96, 928, 494, 952]
newborn-hands-illustration [769, 1051, 937, 1161]
ads-categories: ಹುಟ್ಟು ಹಬ್ಬದ ಶುಭಾಶಯಗಳು, ವಿದೇಶಿ ಪ್ರಯಾಣ, ಸ್ವದೇಶಾಗಮನ, ವಧು,ವರರ ಅನ್ವೇಷಣೆ ಜಾಹೀರಾತುಗಳು, ಜ್ಯೋತಿಷ್ಯ, ಶ್ರದ್ಧಾಂಜಲಿ, ಪುಣ್ಯ ತಿಥಿ, ಅಭಿನಂದನೆಗಳು, ಹಬ್ಬದ ಮತ್ತು ಅನೇಕ ಭಾವನಾತ್ಮಕ ಶುಭಾಶಯಗಳು, ಬೇಕಾಗಿದ್ದಾರೆ, ಮಾರಾಟ, ಬಾಡಿಗೆಗೆ, ಇತ್ಯಾದಿಗಳಿಗೆ [776, 291, 930, 353]
paragraph: ಈ ಸಂದರ್ಭದಲ್ಲಿ ಕೌಟುಂಬಿಕ ನ್ಯಾಯಾಲಯದ ನ್ಯಾಯಾಧೀಶರಾದ ಸರಸ್ವತಿ ದೇವಿ, ಪ್ರಧಾನ ದಿವಾಣಿ ನ್ಯಾಯಾಧೀಶರು, ಸರ್ಕಾರಿ ಅಭಿಯೋಜಕರು, ವಕೀಲರ ಸಂಘದ ಪದಾಧಿಕಾರಿಗಳು, ಹಿರಿಯ ಮತ್ತು ಕಿರಿಯ ವಕೀಲರು, ನ್ಯಾಯಾಲಯದ ಸಿಬ್ಬಂದಿ ಉಪಸ್ಥಿತರಿದ್ದರು. ಸಂವಿಧಾನದ ಪೀಠಿಕೆಯನ್ನು ಬೋಧಿಸಲಾಯಿತು. ವಕೀಲರ ಸಂಘದ ಕಾರ್ಯದರ್ಶಿ ಸ್ವಾಗತಿಸಿದರು. ವಕೀಲರಾದ ಅವರು ಕಾರ್ಯಕ್ರಮ ನಿರೂಪಿಸಿದರು. [400, 698, 584, 778]
photo-banner-kannada: ಕೊಪ್ಪಳ ಜಿಲ್ಲಾ ವಕೀಲರ ಸಂಘ (ರಿ) ಕೊಪ್ಪಳ [382, 562, 482, 570]
headline-part: ಡಿ.21 ರಂದು ಪಲ್ಸ್ ಪೋಲಿಯೋ ಲಸಿಕಾ ಕಾರ್ಯಕ್ರಮ; [6, 1329, 233, 1344]
paragraph: ಕೊಪ್ಪಳ :ಉತ್ತರ ಕನ್ನಡ ಜಿಲ್ಲೆಯ ಹಳಿಯಾಳದ ಕೆನರಾ ಬ್ಯಾಂಕ್ ದೇಶಪಾಂಡೆ ಆರ್‌ಸೆಟಿ ಸಂಸ್ಥೆಯಿಂದ ಉಚಿತವಾಗಿ ಹೊಲಿಗೆ ತರಬೇತಿಗಾಗಿ ಆಸಕ್ತ ಗ್ರಾಮೀಣ ಭಾಗದ ನಿರುದ್ಯೋಗಿ ಯುವತಿಯರಿಂದ ಅರ್ಜಿ ಆಹ್ವಾನಿಸಲಾಗಿದೆ. 18 ರಿಂದ 50 ವರ್ಷದೊಳಗಿನ ನಿರುದ್ಯೋಗಿ ಯುವತಿಯರಿಗೆ ಡಿಸೆಂಬರ್ ತಿಂಗಳಲ್ಲಿ 31 ದಿನಗಳ ಉಚಿತ ಹೊಲಿಗೆ ತರಬೇತಿಯನ್ನು ನೀಡಲಾಗುವುದು. ಈ ತರಬೇತಿಯು ಸ್ವ-ಉದ್ಯೋಗ ಪ್ರಾರಂಭಿಸಿ, ಸ್ವಾವಲಂಬಿ ಜೀವನ ನಡೆಸಲು ಅನುಕೂಲವಾಗಲಿದೆ. ತರಬೇತಿಯ ಅವಧಿಯಲ್ಲಿ ಊಟ ಮತ್ತು ವಸತಿ ಉಚಿತವಾಗಿರುತ್ತದೆ. ತರಬೇತಿ ಪೂರ್ಣಗೊಳಿಸಿದ ಅಭ್ಯರ್ಥಿಗಳಿಗೆ ಪ್ರಮಾಣ ಪತ್ರ ಹಾಗೂ ಬ್ಯಾಂಕಿನಿಂದ ಸಾಲ ಸೌಲಭ್ಯ ಪಡೆಯಲು ಮಾರ್ಗದರ್ಶನ ನೀಡಲಾಗುವುದು. ಸರ್ಕಾರಿ ಯೋಜನೆಗಳ ಮತ್ತು ಯೋಜನಾ ಸಂಬಂಧಿತ ಮಾಹಿತಿ, ಸಂವಹನ ಕೌಶಲ್ಯ, ಉದ್ಯಮಶೀಲತೆ ಗುಣಗಳ ಬಗ್ಗೆ ಮಾಹಿತಿ ನೀಡಲಾಗುತ್ತದೆ. ಅಭ್ಯರ್ಥಿಗಳು ಅರ್ಜಿ ಸಲ್ಲಿಸಲು ನ. 30 ಕೊನೆಯ ದಿನಾಂಕವಾಗಿದ್ದು, ಆಸಕ್ತರು ಉತ್ತರ ಕನ್ನಡ ಜಿಲ್ಲೆಯ ಹಳಿಯಾಳದ ಕೆನರಾ ಬ್ಯಾಂಕ್ ದೇಶಪಾಂಡೆ ಆರ್‌ಸೆಟಿ ಸಂಸ್ಥೆಯ ನಿರ್ದೇಶಕ ಪ್ರಶಾಂತ ಬಡ್ಡಿ, ಸಂಸ್ಥೆಯ ಪ್ರಕಟಣೆ ತಿಳಿಸಿದೆ. [594, 639, 760, 848]
article3-col1-wrap [10, 1020, 208, 1325]
article-headline [6, 1329, 584, 1345]
